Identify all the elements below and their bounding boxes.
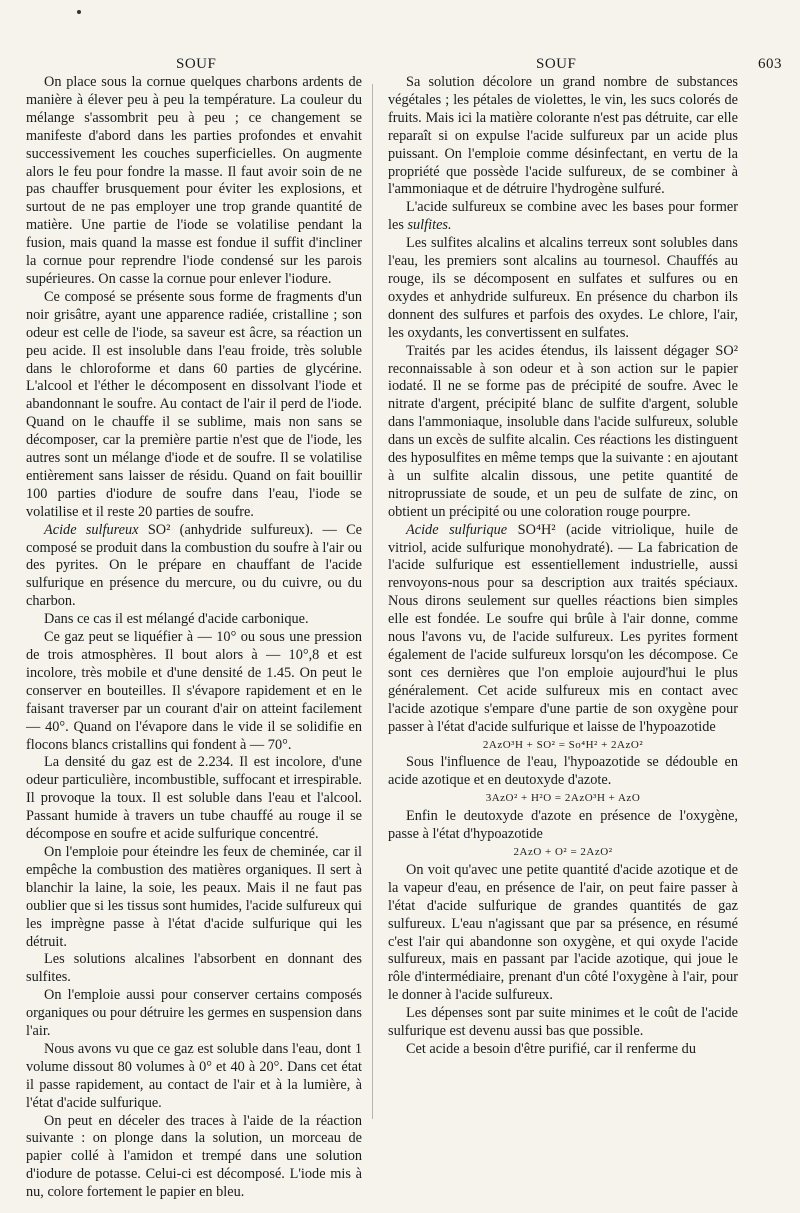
page-number: 603 xyxy=(758,56,782,72)
section-lead: Acide sulfureux xyxy=(44,521,139,538)
right-column xyxy=(388,74,738,1059)
paragraph-text: Ce gaz peut se liquéfier à — 10° ou sous une pression de trois atmosphères. Il bout alors à — 10°,8 et est incolore, très mobile et d'une densité de 1.45. On peut le conserver en bouteilles. Il s'évapore rapidement et en le faisant traverser par un courant d'air on atteint facilement — 40°. Quand on l'évapore dans le vide il se solidifie en flocons blancs cristallins qui fondent à — 70°. xyxy=(26,629,362,753)
paragraph xyxy=(388,1005,738,1041)
paragraph xyxy=(388,74,738,199)
running-header-right: SOUF xyxy=(536,56,577,72)
paragraph xyxy=(26,1041,362,1113)
italic-term: sulfites. xyxy=(407,217,452,234)
paragraph-text: On l'emploie pour éteindre les feux de cheminée, car il empêche la combustion des matières organiques. Il sert à blanchir la laine, la soie, les peaux. Mais il ne faut pas oublier que si les tissus sont humides, l'acide sulfureux qui les imprègne passe à l'état d'acide sulfurique qui les détruit. xyxy=(26,843,362,950)
column-divider xyxy=(372,84,373,1119)
paragraph xyxy=(26,611,362,629)
chemical-equation: 3AzO² + H²O = 2AzO³H + AzO xyxy=(485,792,641,805)
paragraph xyxy=(26,754,362,844)
paragraph-text: Sous l'influence de l'eau, l'hypoazotide se dédouble en acide azotique et en deutoxyde d'azote. xyxy=(388,754,738,789)
paragraph-text: Enfin le deutoxyde d'azote en présence de l'oxygène, passe à l'état d'hypoazotide xyxy=(388,808,738,843)
paragraph-text: On peut en déceler des traces à l'aide de la réaction suivante : on plonge dans la solution, un morceau de papier collé à l'amidon et trempé dans une solution d'iodure de potasse. Celui-ci est décomposé. L'iode mis à nu, colore fortement le papier en bleu. xyxy=(26,1112,362,1201)
ink-speck xyxy=(77,10,81,14)
paragraph-text: Ce composé se présente sous forme de fragments d'un noir grisâtre, ayant une apparence radiée, cristalline ; son odeur est celle de l'iode, sa saveur est âcre, sa réaction un peu acide. Il est insoluble dans l'eau froide, très soluble dans le chloroforme et dans 60 parties de glycérine. L'alcool et l'éther le décomposent en dissolvant l'iode et abandonnant le soufre. Au contact de l'air il perd de l'iode. Quand on le chauffe il se sublime, mais non sans se décomposer, car la première partie n'est que de l'iode, les autres sont un mélange d'iode et de soufre. Il se volatilise entièrement sans laisser de résidu. Quand on fait bouillir 100 parties d'iodure de soufre dans l'eau, l'iode se volatilise et il reste 20 parties de soufre. xyxy=(26,288,362,520)
paragraph-text: Les sulfites alcalins et alcalins terreux sont solubles dans l'eau, les premiers sont alcalins au tournesol. Chauffés au rouge, ils se décomposent en sulfates et sulfures ou en oxydes et anhydride sulfureux. En présence du charbon ils donnent des sulfures et parfois des oxydes. Le chlore, l'air, les oxydants, les convertissent en sulfates. xyxy=(388,235,738,341)
paragraph xyxy=(388,1041,738,1059)
paragraph xyxy=(26,629,362,754)
paragraph xyxy=(26,951,362,987)
paragraph-text: SO² (anhydride sulfureux). — Ce composé se produit dans la combustion du soufre à l'air ou des pyrites. On le prépare en chauffant de l'acide sulfurique en présence du mercure, ou du cuivre, ou du charbon. xyxy=(26,521,362,610)
paragraph-text: L'acide sulfureux se combine avec les bases pour former les xyxy=(388,199,738,234)
paragraph-text: Sa solution décolore un grand nombre de substances végétales ; les pétales de violettes, le vin, les sucs colorés de fruits. Mais ici la matière colorante n'est pas détruite, car elle reparaît si on expulse l'acide sulfureux par un acide plus puissant. On l'emploie comme désinfectant, en vertu de la propriété que possède l'acide sulfureux, de se combiner à l'ammoniaque et de détruire l'hydrogène sulfuré. xyxy=(388,74,738,198)
paragraph-text: On place sous la cornue quelques charbons ardents de manière à élever peu à peu la température. La couleur du mélange s'assombrit peu à peu ; ce changement se manifeste d'abord dans les parties profondes et envahit successivement les couches superficielles. On augmente alors le feu pour fondre la masse. Il faut avoir soin de ne pas chauffer brusquement pour éviter les explosions, et surtout de ne pas employer une trop grande quantité de matière. Une partie de l'iode se volatilise pendant la fusion, mais quand la masse est fondue il suffit d'incliner la cornue pour reprendre l'iode condensé sur les parois supérieures. On casse la cornue pour enlever l'iodure. xyxy=(26,74,362,287)
paragraph-text: SO⁴H² (acide vitriolique, huile de vitriol, acide sulfurique monohydraté). — La fabrication de l'acide sulfurique est essentiellement industrielle, aussi renvoyons-nous pour sa description aux traités spéciaux. Nous dirons seulement sur quelles réactions bien simples elle est fondée. Le soufre qui brûle à l'air donne, comme nous l'avons vu, de l'acide sulfureux. Les pyrites forment également de l'acide sulfureux lorsqu'on les décompose. Ce sont ces dernières que l'on emploie aujourd'hui le plus généralement. Cet acide sulfureux mis en contact avec l'acide azotique s'empare d'une partie de son oxygène pour passer à l'état d'acide sulfurique et laisse de l'hypoazotide xyxy=(388,521,738,735)
paragraph-text: On voit qu'avec une petite quantité d'acide azotique et de la vapeur d'eau, en présence de l'air, on peut faire passer à l'état d'acide sulfurique de grandes quantités de gaz sulfureux. L'eau n'agissant que par sa présence, en résumé c'est l'air qui abandonne son oxygène, et qui oxyde l'acide sulfureux, mais en passant par l'acide azotique, qui joue le rôle d'intermédiaire, prenant d'un côté l'oxygène à l'air, pour le donner à l'acide sulfureux. xyxy=(388,861,738,1004)
running-header-left: SOUF xyxy=(176,56,217,72)
paragraph xyxy=(388,862,738,1005)
paragraph-text: Cet acide a besoin d'être purifié, car il renferme du xyxy=(406,1040,696,1057)
paragraph-text: On l'emploie aussi pour conserver certains composés organiques ou pour détruire les germes en suspension dans l'air. xyxy=(26,987,362,1040)
paragraph-text: Les dépenses sont par suite minimes et le coût de l'acide sulfurique est devenu aussi bas que possible. xyxy=(388,1005,738,1040)
paragraph xyxy=(26,844,362,951)
paragraph-text: Dans ce cas il est mélangé d'acide carbonique. xyxy=(44,611,309,628)
chemical-equation: 2AzO³H + SO² = So⁴H² + 2AzO² xyxy=(482,738,644,751)
section-lead: Acide sulfurique xyxy=(406,521,508,538)
paragraph xyxy=(388,522,738,737)
paragraph xyxy=(26,289,362,522)
paragraph xyxy=(26,522,362,612)
paragraph-text: Nous avons vu que ce gaz est soluble dans l'eau, dont 1 volume dissout 80 volumes à 0° et 40 à 20°. Dans cet état il passe rapidement, au contact de l'air et à la lumière, à l'état d'acide sulfurique. xyxy=(26,1040,362,1111)
left-column xyxy=(26,74,362,1202)
paragraph xyxy=(388,235,738,342)
paragraph xyxy=(388,343,738,522)
paragraph-text: La densité du gaz est de 2.234. Il est incolore, d'une odeur particulière, incombustible, suffocant et irrespirable. Il provoque la toux. Il est soluble dans l'eau et l'alcool. Passant humide à travers un tube chauffé au rouge il se décompose en soufre et acide sulfurique concentré. xyxy=(26,754,362,843)
paragraph xyxy=(26,1113,362,1203)
paragraph xyxy=(388,199,738,235)
paragraph xyxy=(388,754,738,790)
paragraph-text: Traités par les acides étendus, ils laissent dégager SO² reconnaissable à son odeur et à son action sur le papier iodaté. Il ne se forme pas de précipité de soufre. Avec le nitrate d'argent, précipité blanc de sulfite d'argent, soluble dans l'ammoniaque, insoluble dans l'acide sulfureux, soluble dans un excès de sulfite alcalin. Ces réactions les distinguent des hyposulfites en même temps que la suivante : en ajoutant à un sulfite alcalin dissous, une petite quantité de nitroprussiate de soude, et un peu de sulfate de zinc, on obtient un précipité ou une coloration rouge pourpre. xyxy=(388,342,738,520)
paragraph xyxy=(26,74,362,289)
paragraph xyxy=(26,987,362,1041)
paragraph-text: Les solutions alcalines l'absorbent en donnant des sulfites. xyxy=(26,951,362,986)
chemical-equation: 2AzO + O² = 2AzO² xyxy=(513,845,613,858)
paragraph xyxy=(388,808,738,844)
